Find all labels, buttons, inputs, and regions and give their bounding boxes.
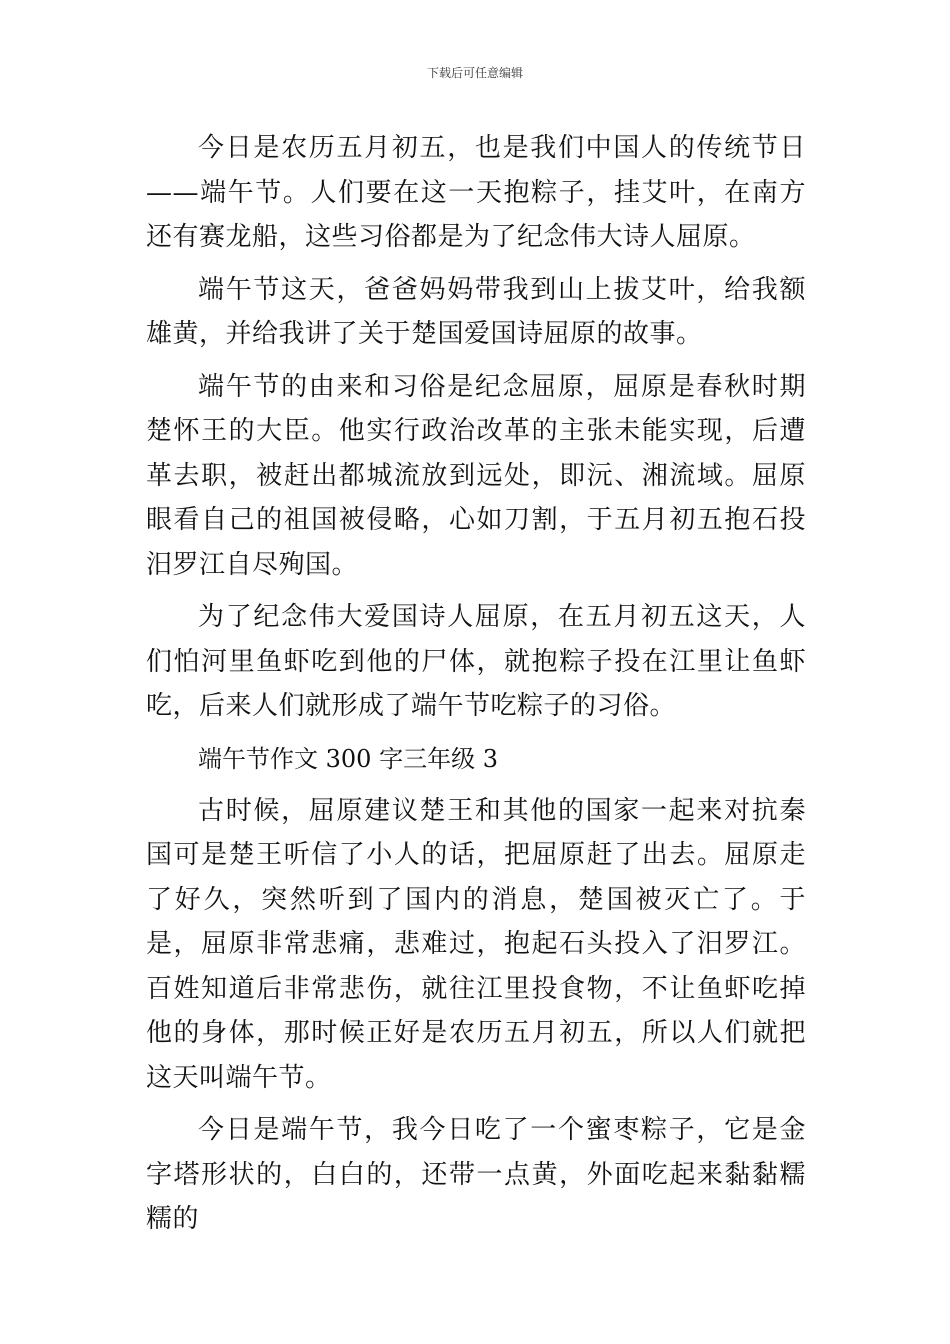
document-body [146,126,806,1250]
paragraph-2: 端午节这天，爸爸妈妈带我到山上拔艾叶，给我额雄黄，并给我讲了关于楚国爱国诗屈原的故事。 [146,274,806,349]
page-header: 下载后可任意编辑 [426,66,523,80]
paragraph-1: 今日是农历五月初五，也是我们中国人的传统节日——端午节。人们要在这一天抱粽子，挂艾叶，在南方还有赛龙船，这些习俗都是为了纪念伟大诗人屈原。 [146,133,806,252]
paragraph-4: 为了纪念伟大爱国诗人屈原，在五月初五这天，人们怕河里鱼虾吃到他的尸体，就抱粽子投在江里让鱼虾吃，后来人们就形成了端午节吃粽子的习俗。 [146,602,806,721]
paragraph-3: 端午节的由来和习俗是纪念屈原，屈原是春秋时期楚怀王的大臣。他实行政治改革的主张未能实现，后遭革去职，被赶出都城流放到远处，即沅、湘流域。屈原眼看自己的祖国被侵略，心如刀割，于五月初五抱石投汨罗江自尽殉国。 [146,371,806,580]
paragraph-5: 古时候，屈原建议楚王和其他的国家一起来对抗秦国可是楚王听信了小人的话，把屈原赶了出去。屈原走了好久，突然听到了国内的消息，楚国被灭亡了。于是，屈原非常悲痛，悲难过，抱起石头投入了汨罗江。百姓知道后非常悲伤，就往江里投食物，不让鱼虾吃掉他的身体，那时候正好是农历五月初五，所以人们就把这天叫端午节。 [146,795,806,1093]
paragraph-6: 今日是端午节，我今日吃了一个蜜枣粽子，它是金字塔形状的，白白的，还带一点黄，外面吃起来黏黏糯糯的 [146,1115,806,1234]
section-heading: 端午节作文 300 字三年级 3 [198,744,498,773]
